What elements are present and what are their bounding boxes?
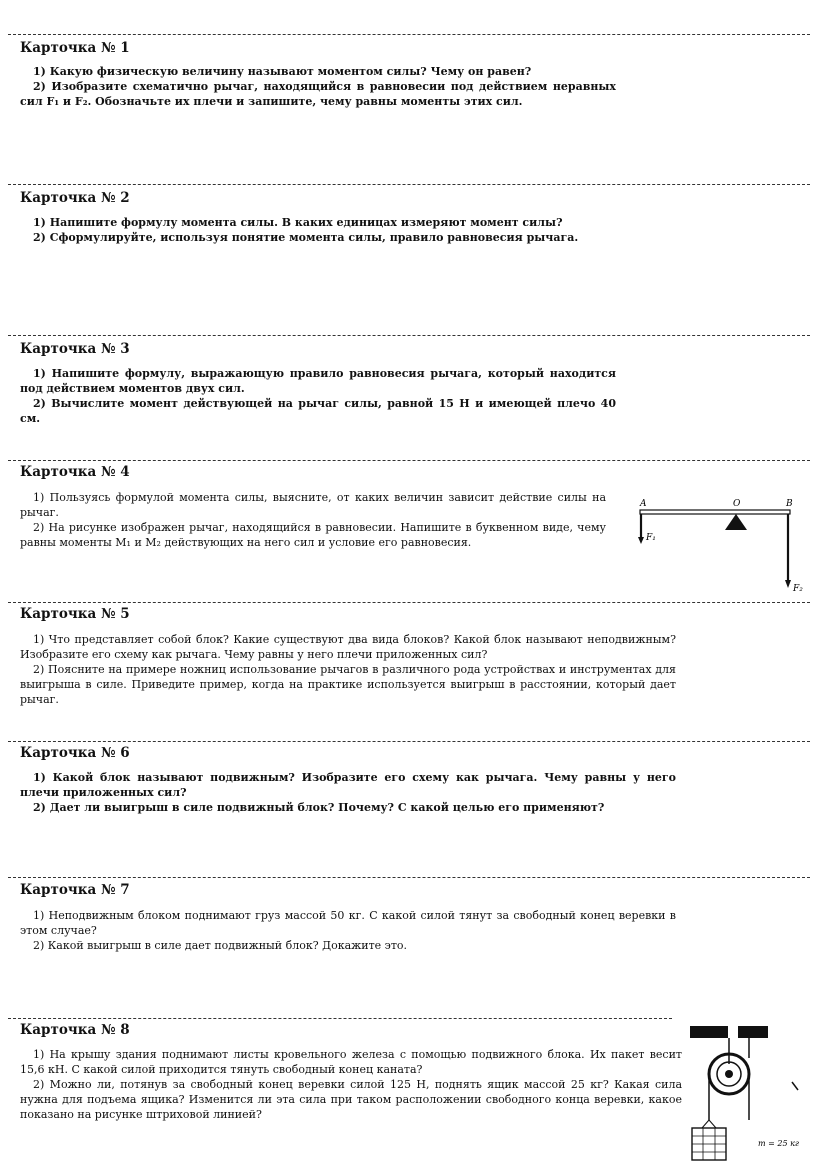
fulcrum-icon <box>725 514 747 530</box>
question-1: 1) Пользуясь формулой момента силы, выясните, от каких величин зависит действие силы на рычаг. <box>20 491 606 519</box>
card-questions <box>20 490 606 550</box>
card-title: Карточка № 3 <box>20 341 130 357</box>
card-separator <box>8 1018 672 1019</box>
question-1: 1) Напишите формулу, выражающую правило равновесия рычага, который находится под действием моментов двух сил. <box>20 367 616 395</box>
card-title: Карточка № 6 <box>20 745 130 761</box>
card-questions <box>20 1047 682 1122</box>
ceiling-beam <box>738 1026 768 1038</box>
mass-label: m = 25 кг <box>758 1139 799 1148</box>
card-separator <box>8 877 810 878</box>
card-questions <box>20 64 616 109</box>
question-1: 1) Напишите формулу момента силы. В каких единицах измеряют момент силы? <box>33 216 563 229</box>
question-2: 2) Сформулируйте, используя понятие момента силы, правило равновесия рычага. <box>33 231 579 244</box>
card-separator <box>8 335 810 336</box>
card-questions <box>20 366 616 426</box>
card-title: Карточка № 7 <box>20 882 130 898</box>
card-separator <box>8 34 810 35</box>
lever-bar <box>640 510 790 514</box>
card-title: Карточка № 4 <box>20 464 130 480</box>
question-2: 2) Вычислите момент действующей на рычаг силы, равной 15 Н и имеющей плечо 40 см. <box>20 397 616 425</box>
question-2: 2) На рисунке изображен рычаг, находящийся в равновесии. Напишите в буквенном виде, чему равны моменты M₁ и M₂ действующих на него сил и условие его равновесия. <box>20 521 606 549</box>
ceiling-beam <box>690 1026 728 1038</box>
lever-figure <box>630 494 810 598</box>
point-o-label: O <box>733 499 741 509</box>
point-b-label: B <box>786 499 793 509</box>
card-questions <box>20 770 676 815</box>
box-sling <box>709 1120 716 1128</box>
card-separator <box>8 741 810 742</box>
question-1: 1) Какую физическую величину называют моментом силы? Чему он равен? <box>33 65 532 78</box>
pulley-figure <box>686 1024 812 1164</box>
card-separator <box>8 184 810 185</box>
question-2: 2) Какой выигрыш в силе дает подвижный блок? Докажите это. <box>33 939 408 952</box>
question-1: 1) На крышу здания поднимают листы кровельного железа с помощью подвижного блока. Их пакет весит 15,6 кН. С какой силой приходится тянуть свободный конец каната? <box>20 1048 682 1076</box>
arrowhead-icon <box>785 580 791 588</box>
question-2: 2) Поясните на примере ножниц использование рычагов в различного рода устройствах и инструментах для выигрыша в силе. Приведите пример, когда на практике используется выигрыш в расстоянии, который дает рычаг. <box>20 663 676 706</box>
crate-icon <box>692 1128 726 1160</box>
question-2: 2) Дает ли выигрыш в силе подвижный блок? Почему? С какой целью его применяют? <box>33 801 605 814</box>
force-f2-label: F₂ <box>793 584 803 594</box>
question-2: 2) Можно ли, потянув за свободный конец веревки силой 125 Н, поднять ящик массой 25 кг? Какая сила нужна для подъема ящика? Изменится ли эта сила при таком расположении свободного конца веревки, какое показано на рисунке штриховой линией? <box>20 1078 682 1121</box>
question-2: 2) Изобразите схематично рычаг, находящийся в равновесии под действием неравных сил F₁ и F₂. Обозначьте их плечи и запишите, чему равны моменты этих сил. <box>20 80 616 108</box>
card-separator <box>8 460 810 461</box>
point-a-label: A <box>640 499 647 509</box>
card-separator <box>8 602 810 603</box>
card-title: Карточка № 2 <box>20 190 130 206</box>
card-questions <box>20 215 616 245</box>
card-questions <box>20 632 676 707</box>
card-questions <box>20 908 676 953</box>
dashed-rope-line <box>792 1082 798 1090</box>
card-title: Карточка № 1 <box>20 40 130 56</box>
force-f1-label: F₁ <box>646 533 656 543</box>
card-title: Карточка № 8 <box>20 1022 130 1038</box>
question-1: 1) Какой блок называют подвижным? Изобразите его схему как рычага. Чему равны у него плечи приложенных сил? <box>20 771 676 799</box>
question-1: 1) Что представляет собой блок? Какие существуют два вида блоков? Какой блок называют неподвижным? Изобразите его схему как рычага. Чему равны у него плечи приложенных сил? <box>20 633 676 661</box>
pulley-axle <box>725 1070 733 1078</box>
card-title: Карточка № 5 <box>20 606 130 622</box>
box-sling <box>702 1120 709 1128</box>
question-1: 1) Неподвижным блоком поднимают груз массой 50 кг. С какой силой тянут за свободный конец веревки в этом случае? <box>20 909 676 937</box>
arrowhead-icon <box>638 537 644 544</box>
